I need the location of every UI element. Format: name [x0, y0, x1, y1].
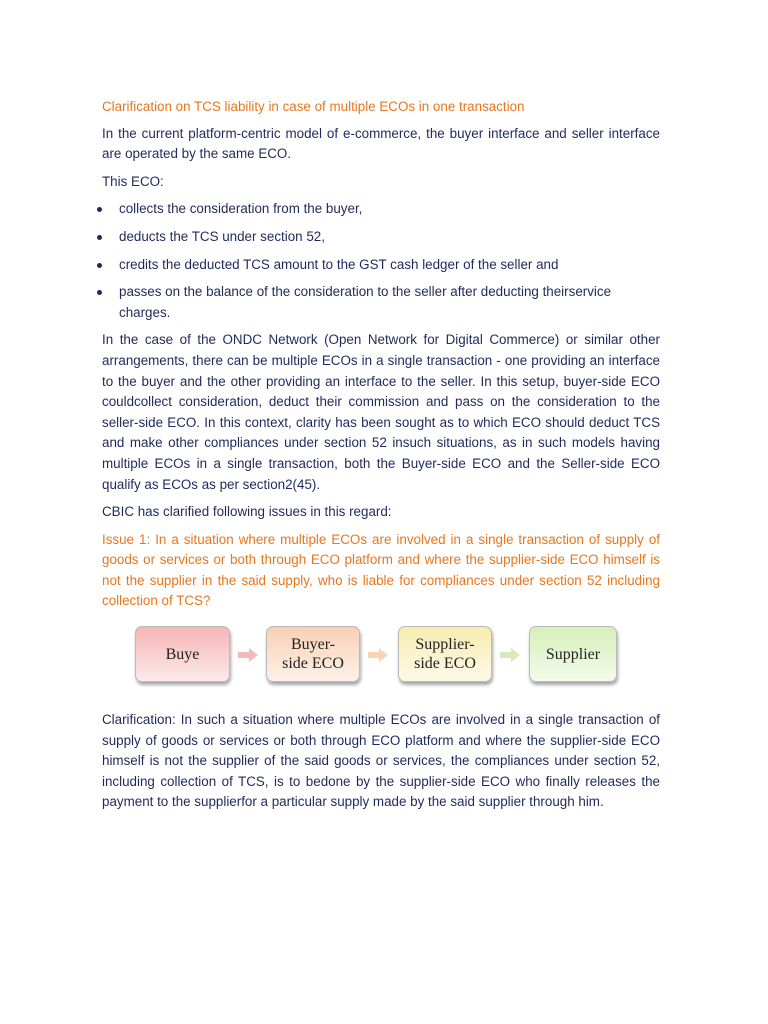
this-eco-label: This ECO: [102, 173, 164, 189]
bullet-icon [97, 290, 102, 295]
eco-duties-list [102, 199, 660, 323]
flow-box-supplier-side-eco: Supplier- side ECO [398, 626, 492, 682]
intro-paragraph: In the current platform-centric model of e-commerce, the buyer interface and seller interface are operated by the same ECO. [102, 125, 660, 162]
flow-box-buyer: Buye [135, 626, 230, 682]
list-item-text: deducts the TCS under section 52, [119, 228, 325, 244]
list-item-text: passes on the balance of the consideration to the seller after deducting theirservice charges. [119, 284, 612, 320]
arrow-right-icon [238, 648, 258, 662]
flow-diagram [0, 626, 768, 696]
list-item-text: credits the deducted TCS amount to the GST cash ledger of the seller and [119, 256, 559, 272]
arrow-right-icon [368, 648, 388, 662]
list-item [102, 255, 660, 276]
list-item [102, 199, 660, 220]
flow-box-buyer-side-eco: Buyer- side ECO [266, 626, 360, 682]
issue-paragraph: Issue 1: In a situation where multiple ECOs are involved in a single transaction of supply of goods or services or both through ECO platform and where the supplier-side ECO himself is not the supplier in the said supply, who is liable for compliances under section 52 including collection of TCS? [102, 531, 660, 609]
flow-box-supplier: Supplier [529, 626, 617, 682]
section-heading: Clarification on TCS liability in case of multiple ECOs in one transaction [102, 99, 525, 114]
clarification-paragraph: Clarification: In such a situation where multiple ECOs are involved in a single transaction of supply of goods or services or both through ECO platform and where the supplier-side ECO himself is not the supplier of the said goods or services, the compliances under section 52, including collection of TCS, is to bedone by the supplier-side ECO who finally releases the payment to the supplierfor a particular supply made by the said supplier through him. [102, 712, 660, 810]
cbic-paragraph: CBIC has clarified following issues in this regard: [102, 504, 392, 520]
document-body [102, 97, 660, 820]
list-item-text: collects the consideration from the buyer, [119, 201, 363, 217]
bullet-icon [97, 263, 102, 268]
arrow-right-icon [500, 648, 520, 662]
list-item [102, 227, 660, 248]
bullet-icon [97, 207, 102, 212]
list-item [102, 282, 660, 323]
bullet-icon [97, 235, 102, 240]
ondc-paragraph: In the case of the ONDC Network (Open Network for Digital Commerce) or similar other arrangements, there can be multiple ECOs in a single transaction - one providing an interface to the buyer and the other providing an interface to the seller. In this setup, buyer-side ECO couldcollect consideration, deduct their commission and pass on the consideration to the seller-side ECO. In this context, clarity has been sought as to which ECO should deduct TCS and make other compliances under section 52 insuch situations, as in such models having multiple ECOs in a single transaction, both the Buyer-side ECO and the Seller-side ECO qualify as ECOs as per section2(45). [102, 332, 660, 492]
